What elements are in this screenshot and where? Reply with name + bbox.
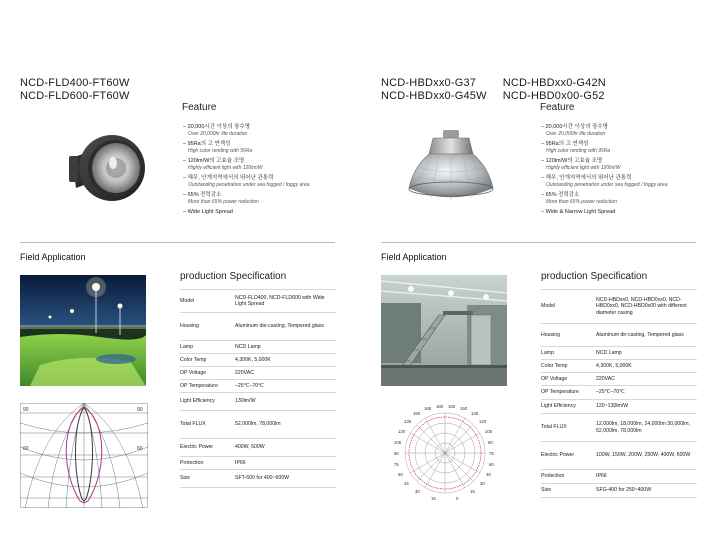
spec-row: Protection IP66	[541, 470, 697, 484]
polar-label: 165	[448, 404, 456, 409]
spec-row: Size SFT-600 for 400~600W	[180, 470, 336, 488]
angle-label: 60	[23, 446, 29, 452]
spec-table	[180, 289, 336, 488]
feature-heading: Feature	[540, 102, 575, 113]
spec-row: Color Temp 4,300K, 5,000K	[180, 354, 336, 367]
spec-row: Total FLUX 52,000lm, 78,000lm	[180, 411, 336, 439]
polar-label: 165	[424, 406, 432, 411]
floodlight-image	[66, 130, 148, 206]
feature-heading: Feature	[182, 102, 217, 113]
feature-item: – 120lm/W의 고효율 조명 Highly efficient light with 120lm/W	[541, 158, 621, 171]
spec-row: Lamp NCD Lamp	[541, 347, 697, 360]
feature-item: – 95Ra의 고 연색성 High color rending with 95Ra	[541, 141, 611, 154]
polar-label: 150	[460, 406, 468, 411]
golf-course-photo	[20, 275, 146, 386]
spec-row: Protection IP66	[180, 457, 336, 470]
polar-label: 30	[480, 481, 485, 486]
section-divider	[381, 242, 696, 243]
field-application-heading: Field Application	[20, 252, 86, 262]
spec-row: Light Efficiency 120~130lm/W	[541, 400, 697, 414]
section-divider	[20, 242, 335, 243]
spec-row: Light Efficiency 130lm/W	[180, 393, 336, 411]
angle-label: 90	[137, 407, 143, 413]
model-line: NCD-HBDxx0-G42N	[502, 77, 606, 89]
polar-label: 90	[488, 440, 493, 445]
polar-label: 60	[489, 462, 494, 467]
spec-row: OP Voltage 220VAC	[180, 367, 336, 380]
spec-row: Color Temp 4,300K, 5,000K	[541, 360, 697, 373]
feature-item: – Wide & Narrow Light Spread	[541, 209, 616, 215]
spec-row: Electric Power 400W, 600W	[180, 439, 336, 457]
left-product-column	[20, 0, 360, 559]
feature-list	[183, 123, 348, 218]
polar-label: 180	[436, 404, 444, 409]
spec-row: OP Voltage 220VAC	[541, 373, 697, 386]
polar-label: 75	[394, 462, 399, 467]
polar-label: 150	[413, 411, 421, 416]
polar-label: 105	[485, 429, 493, 434]
model-line: NCD-HBD0x00-G52	[502, 90, 605, 102]
field-application-heading: Field Application	[381, 252, 447, 262]
spec-row: OP Temperature –25℃–70℃	[541, 386, 697, 400]
polar-label: 45	[404, 481, 409, 486]
polar-label: 120	[479, 419, 487, 424]
polar-label: 105	[394, 440, 402, 445]
model-line: NCD-HBDxx0-G37	[381, 77, 477, 89]
spec-row: Size SFG-400 for 250~400W	[541, 484, 697, 498]
feature-item: – 65% 전력감소 More than 65% power reduction	[541, 192, 617, 205]
spec-row: OP Temperature –25℃–70℃	[180, 380, 336, 393]
angle-label: 90	[23, 407, 29, 413]
feature-item: – 해무, 안개지역에서의 뛰어난 관통력 Outstanding penetration under sea fogged / foggy area	[541, 175, 668, 188]
spec-row: Electric Power 100W, 150W, 200W, 250W, 400W, 600W	[541, 442, 697, 470]
polar-label: 0	[456, 496, 459, 501]
spec-row: Model NCD-FLD400, NCD-FLD600 with Wide Light Spread	[180, 290, 336, 313]
spec-row: Model NCD-HBDxx0, NCD-HBD0xx0, NCD-HBD0xx0, NCD-HBD0x00 with different diameter casing	[541, 290, 697, 324]
feature-item: – 20,000시간 이상의 장수명 Over 20,000hr life duration	[541, 124, 608, 137]
feature-item: – 120lm/W의 고효율 조명 Highly efficient light with 120lm/W	[183, 158, 263, 171]
feature-item: – 해무, 안개지역에서의 뛰어난 관통력 Outstanding penetration under sea fogged / foggy area	[183, 175, 310, 188]
polar-label: 15	[470, 489, 475, 494]
spec-heading: production Specification	[541, 271, 648, 282]
right-product-column	[381, 0, 720, 559]
feature-item: – Wide Light Spread	[183, 209, 233, 215]
model-line: NCD-HBDxx0-G45W	[381, 90, 487, 102]
highbay-image	[403, 128, 499, 208]
polar-label: 60	[398, 472, 403, 477]
polar-label: 75	[489, 451, 494, 456]
polar-label: 120	[398, 429, 406, 434]
polar-label: 45	[486, 472, 491, 477]
polar-label: 30	[415, 489, 420, 494]
angle-label: 60	[137, 446, 143, 452]
spec-heading: production Specification	[180, 271, 287, 282]
spec-row: Housing Aluminum dir-casting, Tempered glass	[541, 324, 697, 347]
spec-row: Total FLUX 12,000lm, 18,000lm, 24,000lm 30,000lm, 52,000lm, 78,000lm	[541, 414, 697, 442]
feature-item: – 95Ra의 고 연색성 High color rending with 95Ra	[183, 141, 253, 154]
polar-label: 15	[431, 496, 436, 501]
spec-row: Housing Aluminum die-casting, Tempered glass	[180, 313, 336, 341]
polar-label: 90	[394, 451, 399, 456]
right-model-title	[381, 77, 606, 103]
polar-label: 135	[404, 419, 412, 424]
light-distribution-diagram	[20, 403, 148, 508]
model-line: NCD-FLD400-FT60W	[20, 77, 130, 89]
warehouse-photo	[381, 275, 507, 386]
polar-label: 135	[471, 411, 479, 416]
polar-distribution-diagram	[391, 403, 499, 503]
feature-item: – 20,000시간 이상의 장수명 Over 20,000hr life duration	[183, 124, 250, 137]
left-model-title	[20, 77, 130, 103]
feature-list	[541, 123, 706, 218]
spec-table	[541, 289, 697, 498]
feature-item: – 65% 전력감소 More than 65% power reduction	[183, 192, 259, 205]
spec-row: Lamp NCD Lamp	[180, 341, 336, 354]
model-line: NCD-FLD600-FT60W	[20, 90, 130, 102]
